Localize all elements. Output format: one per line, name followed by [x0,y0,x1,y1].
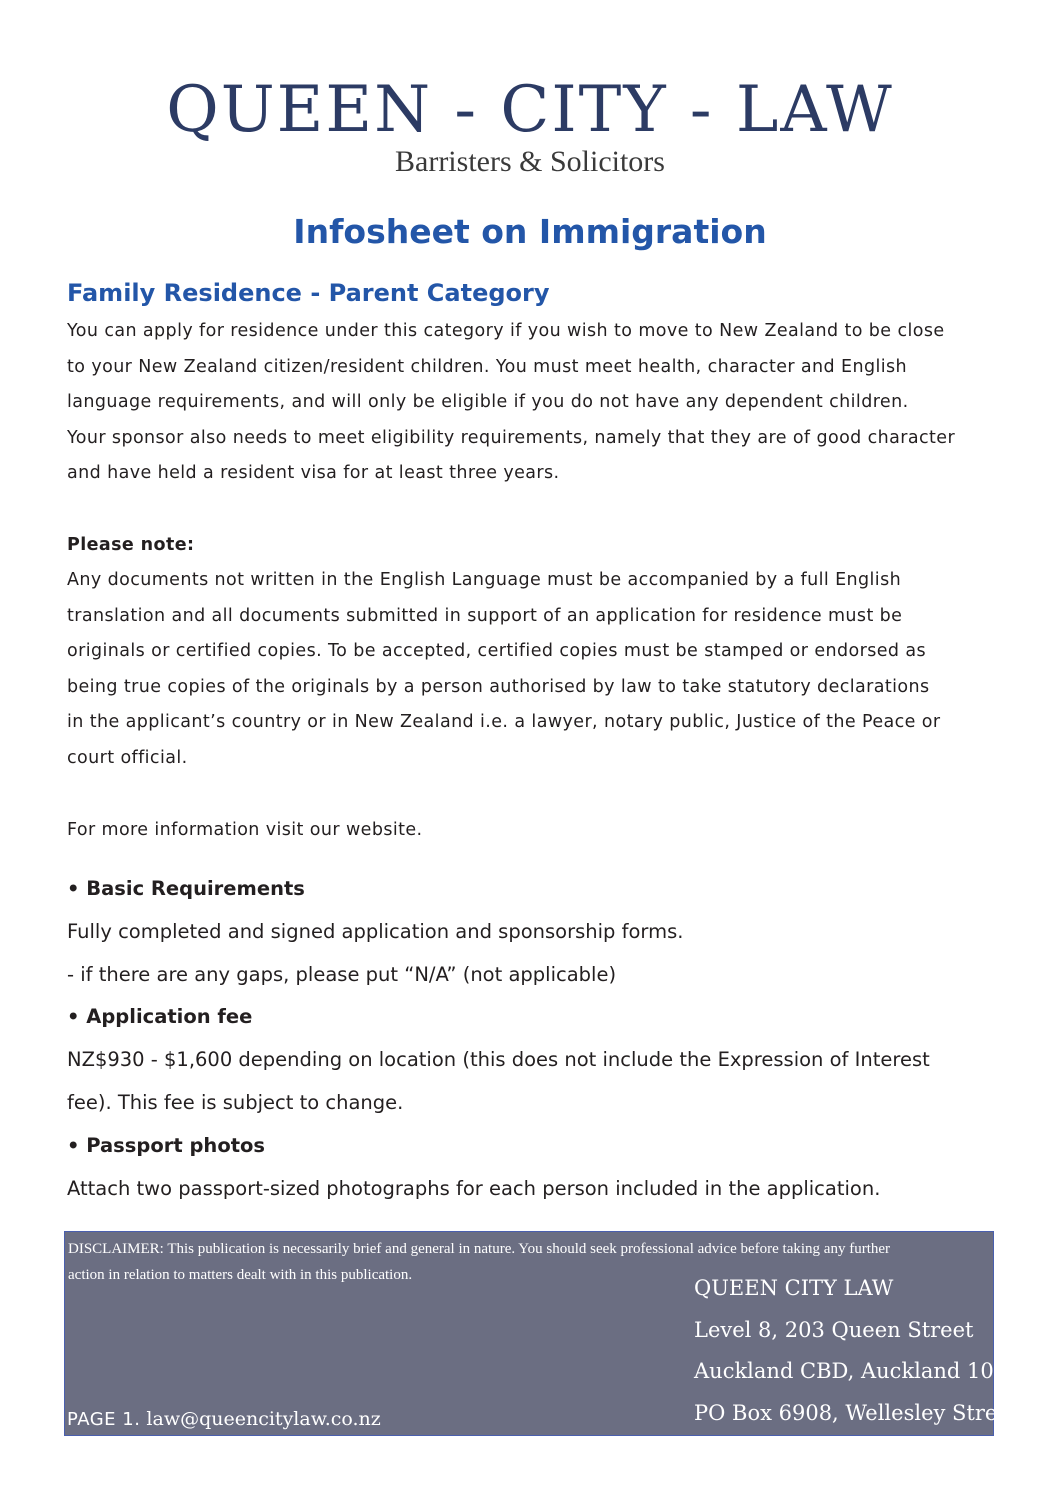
note-line: originals or certified copies. To be accepted, certified copies must be stamped or endorsed as [67,641,927,662]
intro-line: You can apply for residence under this category if you wish to move to New Zealand to be close [67,321,945,341]
intro-line: and have held a resident visa for at least three years. [67,463,560,484]
note-line: court official. [67,747,188,768]
requirements-list [67,868,1007,1210]
address-line: Auckland CBD, Auckland 1010 [694,1359,1021,1383]
disclaimer-line: action in relation to matters dealt with in this publication. [68,1267,413,1283]
more-info-text: For more information visit our website. [67,820,423,840]
logo-wordmark: QUEEN - CITY - LAW [166,73,894,147]
intro-paragraph [67,314,997,492]
note-line: in the applicant’s country or in New Zealand i.e. a lawyer, notary public, Justice of the Peace or [67,712,941,733]
note-line: Any documents not written in the English Language must be accompanied by a full English [67,570,902,590]
intro-line: to your New Zealand citizen/resident children. You must meet health, character and English [67,356,908,377]
note-line: translation and all documents submitted in support of an application for residence must be [67,605,903,626]
section-heading: Family Residence - Parent Category [67,279,550,307]
page-title: Infosheet on Immigration [293,212,767,251]
requirement-text: fee). This fee is subject to change. [67,1090,404,1114]
footer-panel [64,1231,1025,1436]
note-label: Please note: [67,535,195,555]
requirement-heading: • Application fee [67,1005,253,1029]
disclaimer-line: DISCLAIMER: This publication is necessarily brief and general in nature. You should seek professional advice before taking any further [68,1241,891,1257]
page-number: PAGE 1. [67,1409,141,1430]
requirement-text: Fully completed and signed application and sponsorship forms. [67,919,684,943]
requirement-heading: • Basic Requirements [67,877,305,900]
requirement-text: NZ$930 - $1,600 depending on location (this does not include the Expression of Interest [67,1048,930,1072]
intro-line: language requirements, and will only be eligible if you do not have any dependent children. [67,392,909,413]
footer-bottom-line [67,1408,381,1430]
requirement-heading: • Passport photos [67,1133,266,1157]
email-link[interactable]: law@queencitylaw.co.nz [146,1408,381,1430]
requirement-text: - if there are any gaps, please put “N/A” (not applicable) [67,962,617,986]
firm-address [694,1268,1025,1434]
note-paragraph [67,563,997,777]
requirement-text: Attach two passport-sized photographs for each person included in the application. [67,1176,881,1200]
logo-subtitle: Barristers & Solicitors [395,145,665,178]
address-line: Level 8, 203 Queen Street [694,1317,974,1342]
address-line: PO Box 6908, Wellesley Street. [694,1400,1025,1425]
address-line: QUEEN CITY LAW [694,1276,894,1300]
intro-line: Your sponsor also needs to meet eligibility requirements, namely that they are of good character [67,427,956,448]
note-line: being true copies of the originals by a person authorised by law to take statutory declarations [67,676,930,697]
